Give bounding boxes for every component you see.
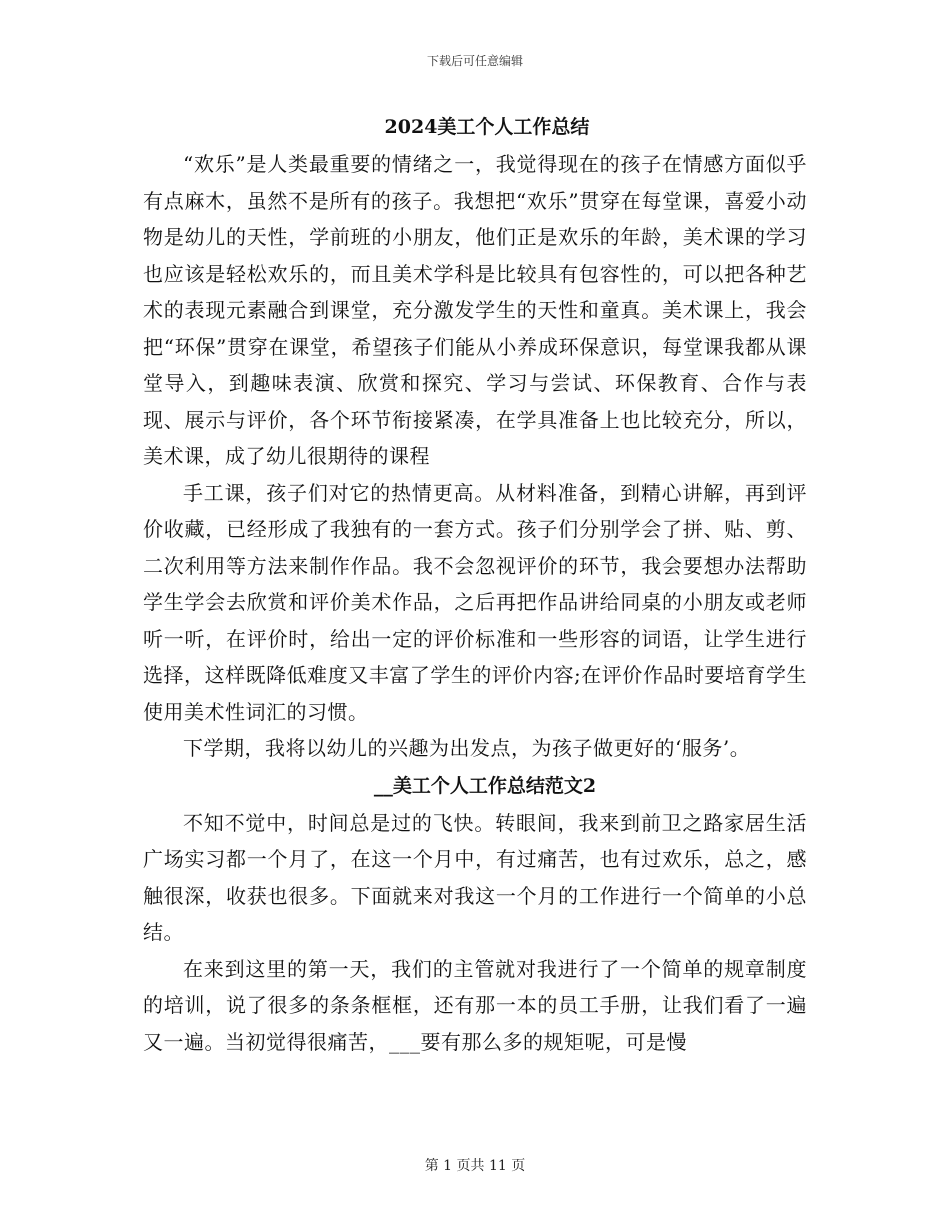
page-header: 下载后可任意编辑 xyxy=(426,54,523,68)
paragraph-2: 手工课，孩子们对它的热情更高。从材料准备，到精心讲解，再到评价收藏，已经形成了我独有的一套方式。孩子们分别学会了拼、贴、剪、二次利用等方法来制作作品。我不会忽视评价的环节，我会要想办法帮助学生学会去欣赏和评价美术作品，之后再把作品讲给同桌的小朋友或老师听一听，在评价时，给出一定的评价标准和一些形容的词语，让学生进行选择，这样既降低难度又丰富了学生的评价内容;在评价作品时要培育学生使用美术性词汇的习惯。 xyxy=(143,480,807,724)
section-2-title: __美工个人工作总结范文2 xyxy=(373,774,597,797)
page-footer: 第 1 页共 11 页 xyxy=(424,1158,526,1174)
paragraph-5: 在来到这里的第一天，我们的主管就对我进行了一个简单的规章制度的培训，说了很多的条条框框，还有那一本的员工手册，让我们看了一遍又一遍。当初觉得很痛苦，___要有那么多的规矩呢，可是慢 xyxy=(143,956,807,1054)
paragraph-1: “欢乐”是人类最重要的情绪之一，我觉得现在的孩子在情感方面似乎有点麻木，虽然不是所有的孩子。我想把“欢乐”贯穿在每堂课，喜爱小动物是幼儿的天性，学前班的小朋友，他们正是欢乐的年龄，美术课的学习也应该是轻松欢乐的，而且美术学科是比较具有包容性的，可以把各种艺术的表现元素融合到课堂，充分激发学生的天性和童真。美术课上，我会把“环保”贯穿在课堂，希望孩子们能从小养成环保意识，每堂课我都从课堂导入，到趣味表演、欣赏和探究、学习与尝试、环保教育、合作与表现、展示与评价，各个环节衔接紧凑，在学具准备上也比较充分，所以，美术课，成了幼儿很期待的课程 xyxy=(143,152,807,468)
document-body xyxy=(143,108,807,1060)
paragraph-3: 下学期，我将以幼儿的兴趣为出发点，为孩子做更好的‘服务’。 xyxy=(183,736,751,760)
document-title: 2024美工个人工作总结 xyxy=(384,116,590,138)
paragraph-4: 不知不觉中，时间总是过的飞快。转眼间，我来到前卫之路家居生活广场实习都一个月了，在这一个月中，有过痛苦，也有过欢乐，总之，感触很深，收获也很多。下面就来对我这一个月的工作进行一个简单的小总结。 xyxy=(143,810,807,944)
